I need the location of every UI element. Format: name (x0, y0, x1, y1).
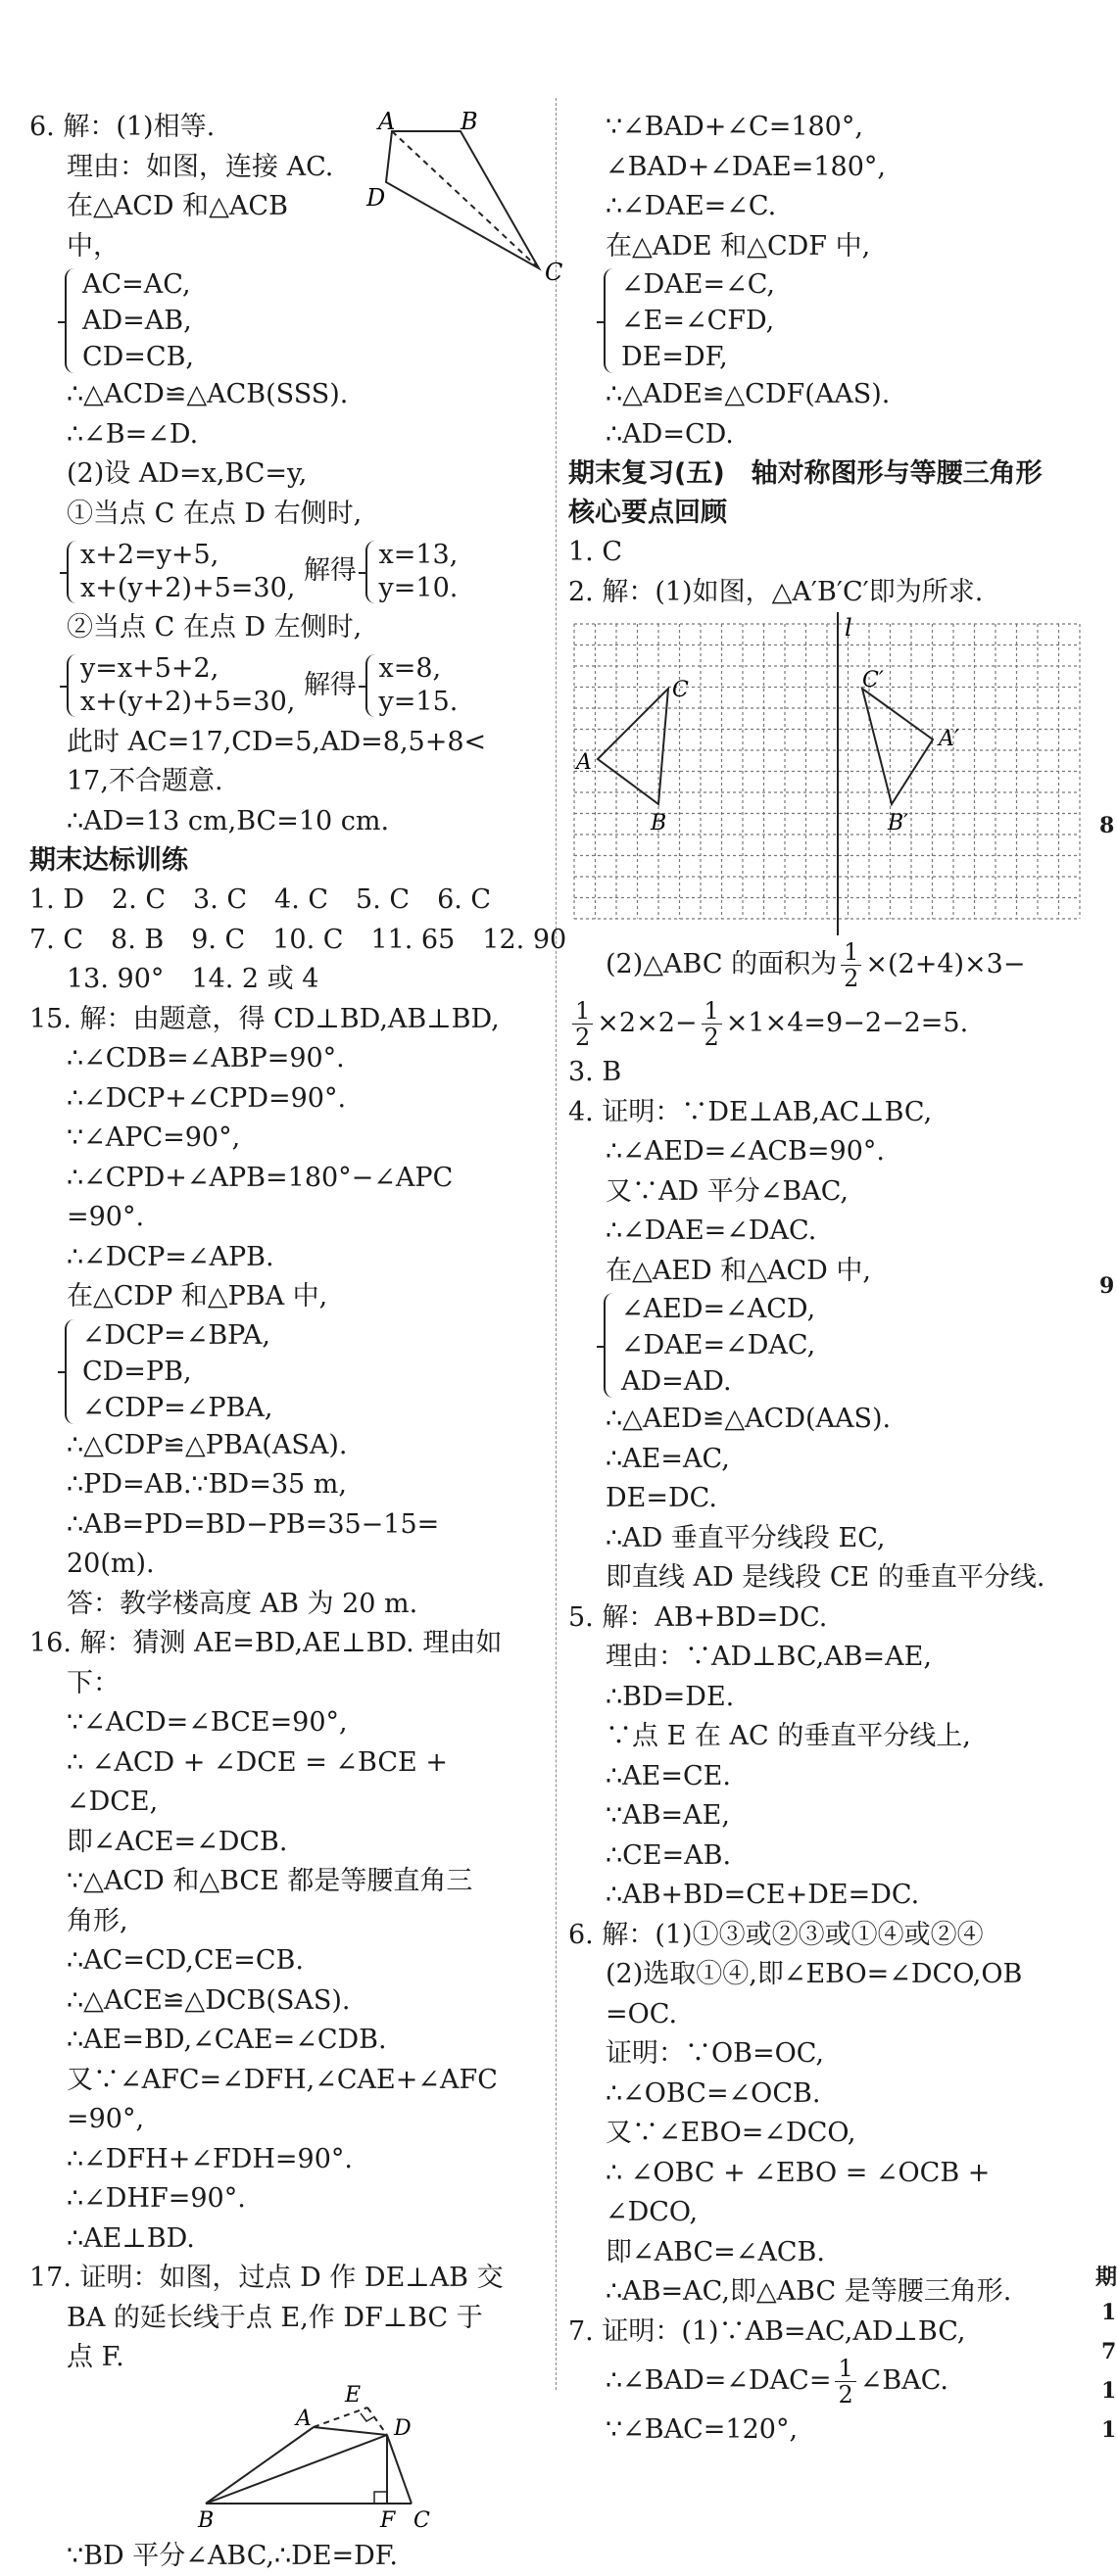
fraction (841, 939, 861, 991)
equation-system (67, 652, 295, 719)
edge-mark: 1 (1101, 2417, 1116, 2443)
text: (2)△ABC 的面积为 (606, 949, 837, 979)
brace-glyph (604, 268, 619, 373)
fig-label: B (460, 108, 478, 135)
denominator: 2 (841, 966, 861, 991)
q7-line (568, 2352, 1078, 2410)
p16-line: ∴AE⊥BD. (29, 2219, 549, 2260)
q4-line: DE=DC. (568, 1479, 1078, 1519)
axis-label: l (845, 614, 852, 642)
solution-system (365, 652, 459, 719)
p16-line: 即∠ACE=∠DCB. (29, 1823, 549, 1863)
fraction (835, 2356, 855, 2408)
answer: 13. 90° (67, 964, 164, 994)
edge-mark: 8 (1099, 813, 1114, 838)
brace-glyph (604, 1293, 619, 1398)
p15-line: 15. 解：由题意，得 CD⊥BD,AB⊥BD, (29, 1000, 549, 1040)
q6-line: 证明：∵OB=OC, (568, 2034, 1078, 2075)
triangle-figure (29, 2384, 549, 2531)
q5-line: ∴CE=AB. (568, 1837, 1078, 1877)
q7-line: 7. 证明：(1)∵AB=AC,AD⊥BC, (568, 2313, 1078, 2353)
p6-line: ②当点 C 在点 D 左侧时, (29, 608, 549, 648)
answer: 1. D (29, 884, 84, 915)
eq: x=8, (379, 652, 459, 686)
q4-line: 在△AED 和△ACD 中, (568, 1252, 1078, 1292)
problem-6 (29, 108, 549, 841)
denominator: 2 (835, 2382, 855, 2408)
answer: 9. C (191, 925, 245, 955)
answer-row (29, 921, 549, 961)
q4-line: ∴∠DAE=∠DAC. (568, 1212, 1078, 1252)
q5-line: ∵点 E 在 AC 的垂直平分线上, (568, 1717, 1078, 1757)
answer: 3. C (193, 884, 247, 915)
edge-mark: 9 (1099, 1273, 1114, 1299)
fig-label: F (379, 2508, 396, 2533)
p17-line: ∵BD 平分∠ABC,∴DE=DF. (29, 2537, 549, 2576)
cont-line: ∠BAD+∠DAE=180°, (568, 148, 1078, 188)
q6-line: =OC. (568, 1995, 1078, 2035)
numerator: 1 (702, 998, 722, 1025)
p17-line: BA 的延长线于点 E,作 DF⊥BC 于 (29, 2299, 549, 2339)
p16-line: ∴AE=BD,∠CAE=∠CDB. (29, 2021, 549, 2061)
fig-label: D (365, 184, 385, 212)
p15-line: 20(m). (29, 1545, 549, 1585)
brace-line: CD=PB, (67, 1354, 549, 1390)
p6-system-2 (29, 648, 549, 723)
fig-label: C (672, 678, 689, 702)
q6-line: 又∵∠EBO=∠DCO, (568, 2114, 1078, 2154)
p16-line: 下： (29, 1664, 549, 1704)
p15-line: ∴∠DCP+∠CPD=90°. (29, 1079, 549, 1120)
brace-glyph (67, 541, 82, 603)
fig-label: C (413, 2508, 430, 2533)
answer: 5. C (356, 884, 410, 915)
q5-line: ∴AB+BD=CE+DE=DC. (568, 1876, 1078, 1916)
eq: y=10. (379, 572, 459, 605)
answer: 2. C (112, 884, 166, 915)
cont-line: 在△ADE 和△CDF 中, (568, 227, 1078, 267)
q6-line: ∠DCO, (568, 2193, 1078, 2233)
q5-line: ∵AB=AE, (568, 1796, 1078, 1837)
fraction (702, 998, 722, 1050)
eq: y=x+5+2, (80, 652, 295, 686)
answer: 12. 90 (482, 925, 566, 955)
q4-line: ∴△AED≌△ACD(AAS). (568, 1400, 1078, 1440)
q1: 1. C (568, 533, 1078, 573)
numerator: 1 (841, 939, 861, 966)
q4-line: ∴AD 垂直平分线段 EC, (568, 1519, 1078, 1559)
p15-line: ∴∠CDB=∠ABP=90°. (29, 1039, 549, 1079)
answer: 14. 2 或 4 (191, 964, 318, 994)
eq: x+2=y+5, (80, 539, 295, 572)
brace-line: ∠E=∠CFD, (606, 303, 1078, 339)
p6-line: 在△ACD 和△ACB (29, 187, 549, 227)
brace-line: ∠DCP=∠BPA, (67, 1317, 549, 1354)
brace-glyph (365, 541, 381, 603)
fig-label: B (650, 811, 666, 835)
p6-line: 理由：如图，连接 AC. (29, 148, 549, 188)
left-column (29, 108, 549, 2576)
p15-line: ∵∠APC=90°, (29, 1119, 549, 1159)
text: ∴∠BAD=∠DAC= (606, 2365, 831, 2396)
brace-glyph (365, 654, 381, 717)
p6-line: 6. 解：(1)相等. (29, 108, 549, 148)
p6-line: (2)设 AD=x,BC=y, (29, 454, 549, 495)
brace-line: ∠AED=∠ACD, (606, 1291, 1078, 1327)
edge-mark: 1 (1101, 2300, 1116, 2325)
q6-line: ∴ ∠OBC + ∠EBO = ∠OCB + (568, 2154, 1078, 2194)
p6-line: ∴△ACD≌△ACB(SSS). (29, 375, 549, 415)
p6-line: 此时 AC=17,CD=5,AD=8,5+8< (29, 723, 549, 763)
answer: 7. C (29, 925, 83, 955)
equation-system (67, 539, 295, 605)
brace-glyph (65, 1319, 80, 1424)
p16-line: ∴△ACE≌△DCB(SAS). (29, 1981, 549, 2022)
exam-section-title: 期末达标训练 (29, 841, 549, 881)
cont-line: ∴AD=CD. (568, 415, 1078, 455)
fraction (572, 998, 593, 1050)
cont-line: ∴△ADE≌△CDF(AAS). (568, 375, 1078, 415)
fig-label: B (197, 2508, 214, 2533)
p6-line: ∴AD=13 cm,BC=10 cm. (29, 802, 549, 842)
q7-line: ∵∠BAC=120°, (568, 2410, 1078, 2451)
q6-line: ∴∠OBC=∠OCB. (568, 2075, 1078, 2115)
fig-label: C (545, 259, 562, 286)
p16-line: 16. 解：猜测 AE=BD,AE⊥BD. 理由如 (29, 1624, 549, 1664)
answer: 6. C (437, 884, 491, 915)
q4-line: 即直线 AD 是线段 CE 的垂直平分线. (568, 1558, 1078, 1598)
eq: y=15. (379, 686, 459, 719)
cont-line: ∵∠BAD+∠C=180°, (568, 108, 1078, 148)
q4-line: 4. 证明：∵DE⊥AB,AC⊥BC, (568, 1093, 1078, 1133)
p15-line: ∴PD=AB.∵BD=35 m, (29, 1465, 549, 1505)
brace-line: ∠DAE=∠DAC, (606, 1327, 1078, 1363)
p17-line: 17. 证明：如图，过点 D 作 DE⊥AB 交 (29, 2259, 549, 2299)
review-section-title: 期末复习(五) 轴对称图形与等腰三角形 (568, 454, 1078, 494)
top-brace (568, 266, 1078, 375)
q3: 3. B (568, 1053, 1078, 1093)
brace-glyph (65, 268, 80, 373)
solution-system (365, 539, 459, 605)
brace-line: AC=AC, (67, 266, 549, 303)
p6-line: 17,不合题意. (29, 762, 549, 802)
fig-label: B′ (887, 811, 908, 835)
answer: 11. 65 (370, 925, 455, 955)
answer-row (29, 960, 549, 1000)
quadrilateral-figure (363, 108, 568, 284)
brace-line: ∠DAE=∠C, (606, 266, 1078, 303)
eq: x=13, (379, 539, 459, 572)
p16-line: =90°, (29, 2100, 549, 2140)
answer: 10. C (272, 925, 343, 955)
edge-mark: 期 (1095, 2261, 1117, 2291)
q5-line: ∴BD=DE. (568, 1678, 1078, 1718)
text: ×1×4=9−2−2=5. (726, 1008, 968, 1038)
core-subtitle: 核心要点回顾 (568, 494, 1078, 533)
p16-line: ∴AC=CD,CE=CB. (29, 1941, 549, 1981)
brace-line: AD=AB, (67, 303, 549, 339)
grid-reflection-figure (568, 612, 1078, 935)
p16-line: ∴ ∠ACD + ∠DCE = ∠BCE + (29, 1743, 549, 1784)
q6-line: 6. 解：(1)①③或②③或①④或②④ (568, 1916, 1078, 1956)
answer: 4. C (274, 884, 328, 915)
text: ×2×2− (597, 1008, 697, 1038)
answer: 8. B (111, 925, 164, 955)
right-column (568, 108, 1078, 2451)
p6-system-1 (29, 534, 549, 608)
problem-17 (29, 2259, 549, 2576)
fig-label: A (294, 2407, 312, 2431)
p15-line: ∴△CDP≌△PBA(ASA). (29, 1426, 549, 1466)
p15-line: ∴∠DCP=∠APB. (29, 1238, 549, 1278)
fig-label: D (393, 2416, 412, 2441)
eq: x+(y+2)+5=30, (80, 686, 295, 719)
numerator: 1 (835, 2356, 855, 2382)
p15-line: =90°. (29, 1198, 549, 1238)
answer-grid (29, 881, 549, 1000)
problem-15 (29, 1000, 549, 1625)
fig-label: A′ (937, 727, 959, 751)
brace-line: DE=DF, (606, 339, 1078, 375)
p16-line: 角形, (29, 1902, 549, 1942)
p15-line: ∴AB=PD=BD−PB=35−15= (29, 1505, 549, 1546)
cont-line: ∴∠DAE=∠C. (568, 187, 1078, 227)
q6-line: ∴AB=AC,即△ABC 是等腰三角形. (568, 2272, 1078, 2313)
p6-line: 中， (29, 227, 549, 267)
fig-label: E (344, 2383, 361, 2408)
q6 (568, 1916, 1078, 2313)
q5-line: ∴AE=CE. (568, 1757, 1078, 1797)
brace-line: CD=CB, (67, 339, 549, 375)
brace-glyph (67, 654, 82, 717)
q4-line: ∴AE=AC, (568, 1440, 1078, 1480)
p17-line: 点 F. (29, 2338, 549, 2378)
q7 (568, 2313, 1078, 2451)
column-divider (556, 98, 557, 2390)
solve-label: 解得 (304, 670, 357, 700)
p6-line: ①当点 C 在点 D 右侧时, (29, 495, 549, 535)
answer-row (29, 881, 549, 921)
p16-line: ∵∠ACD=∠BCE=90°, (29, 1703, 549, 1743)
q4-line: ∴∠AED=∠ACB=90°. (568, 1132, 1078, 1172)
p16-line: ∵△ACD 和△BCE 都是等腰直角三 (29, 1862, 549, 1902)
p16-line: 又∵∠AFC=∠DFH,∠CAE+∠AFC (29, 2061, 549, 2101)
q4-line: 又∵AD 平分∠BAC, (568, 1172, 1078, 1213)
q5 (568, 1598, 1078, 1916)
p16-line: ∴∠DFH+∠FDH=90°. (29, 2140, 549, 2180)
denominator: 2 (702, 1025, 722, 1050)
fig-label: A (376, 108, 395, 135)
fig-label: C′ (862, 668, 884, 692)
edge-mark: 7 (1101, 2339, 1116, 2364)
eq: x+(y+2)+5=30, (80, 572, 295, 605)
q5-line: 理由：∵AD⊥BC,AB=AE, (568, 1638, 1078, 1678)
solve-label: 解得 (304, 555, 357, 586)
q4-brace (568, 1291, 1078, 1400)
q2b-line (568, 935, 1078, 994)
edge-mark: 1 (1101, 2378, 1116, 2404)
q6-line: (2)选取①④,即∠EBO=∠DCO,OB (568, 1955, 1078, 1995)
p6-line: ∴∠B=∠D. (29, 415, 549, 455)
q2c-line (568, 994, 1078, 1053)
fig-label: A (574, 750, 592, 775)
q6-line: 即∠ABC=∠ACB. (568, 2233, 1078, 2273)
problem-16 (29, 1624, 549, 2259)
denominator: 2 (572, 1025, 593, 1050)
p15-line: ∴∠CPD+∠APB=180°−∠APC (29, 1159, 549, 1199)
q2: 2. 解：(1)如图，△A′B′C′即为所求. (568, 573, 1078, 613)
brace-line: AD=AD. (606, 1363, 1078, 1400)
p15-line: 在△CDP 和△PBA 中, (29, 1277, 549, 1317)
brace-line: ∠CDP=∠PBA, (67, 1390, 549, 1426)
p16-line: ∠DCE, (29, 1783, 549, 1823)
text: ×(2+4)×3− (865, 949, 1025, 979)
p15-brace (29, 1317, 549, 1426)
p16-line: ∴∠DHF=90°. (29, 2179, 549, 2219)
text: ∠BAC. (860, 2365, 948, 2396)
numerator: 1 (572, 998, 593, 1025)
q5-line: 5. 解：AB+BD=DC. (568, 1598, 1078, 1639)
q4 (568, 1093, 1078, 1598)
p15-line: 答：教学楼高度 AB 为 20 m. (29, 1585, 549, 1625)
